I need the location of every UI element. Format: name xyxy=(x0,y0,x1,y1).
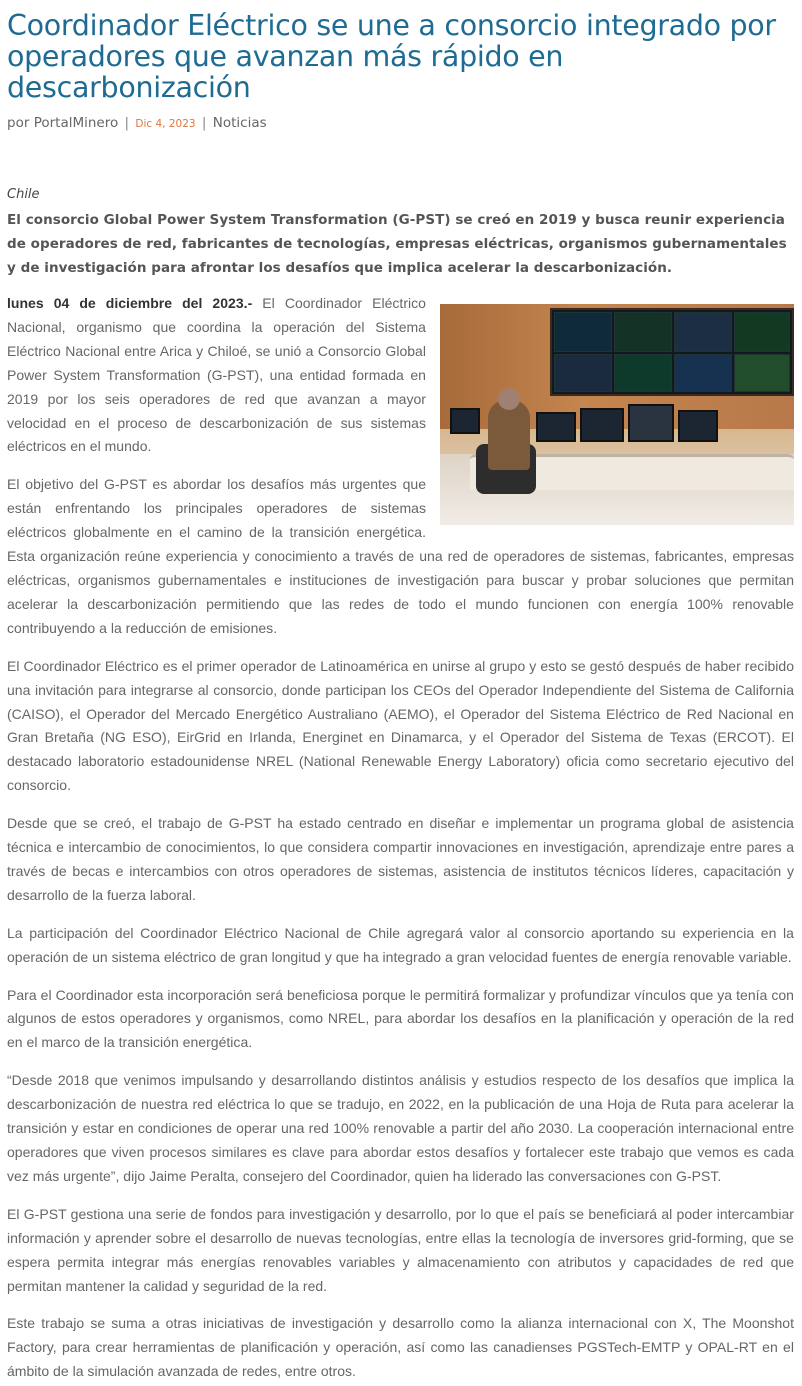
dateline: lunes 04 de diciembre del 2023.- xyxy=(7,295,253,311)
paragraph-5: La participación del Coordinador Eléctrico Nacional de Chile agregará valor al consorcio aportando su experiencia en la operación de un sistema eléctrico de gran longitud y que ha integrado a gran velocidad fuentes de energía renovable variable. xyxy=(7,924,794,965)
paragraph-4: Desde que se creó, el trabajo de G-PST ha estado centrado en diseñar e implementar un programa global de asistencia técnica e intercambio de conocimientos, lo que considera compartir innovaciones en investigación, aprendizaje entre pares a través de becas e intercambios con otros operadores de sistemas, asistencia de institutos técnicos líderes, capacitación y desarrollo de la fuerza laboral. xyxy=(7,815,794,903)
paragraph-3: El Coordinador Eléctrico es el primer operador de Latinoamérica en unirse al grupo y esto se gestó después de haber recibido una invitación para integrarse al consorcio, donde participan los CEOs del Operador Independiente del Sistema de California (CAISO), el Operador del Mercado Energético Australiano (AEMO), el Operador del Sistema Eléctrico de Red Nacional en Gran Bretaña (NG ESO), EirGrid en Irlanda, Energinet en Dinamarca, y el Operador del Sistema de Texas (ERCOT). El destacado laboratorio estadounidense NREL (National Renewable Energy Laboratory) oficia como secretario ejecutivo del consorcio. xyxy=(7,657,794,794)
article-meta xyxy=(7,115,794,133)
meta-separator: | xyxy=(201,115,207,131)
meta-separator: | xyxy=(124,115,130,131)
paragraph-6: Para el Coordinador esta incorporación será beneficiosa porque le permitirá formalizar y profundizar vínculos que ya tenía con algunos de estos operadores y organismos, como NREL, para abordar los desafíos en la planificación y operación de la red en el marco de la transición energética. xyxy=(7,986,794,1051)
publish-date: Dic 4, 2023 xyxy=(135,118,196,130)
paragraph-2: El objetivo del G-PST es abordar los desafíos más urgentes que están enfrentando los principales operadores de sistemas eléctricos globalmente en el camino de la transición energética. Esta organización reúne experiencia y conocimiento a través de una red de operadores de sistemas, fabricantes, empresas eléctricas, organismos gubernamentales e instituciones de investigación para buscar y probar soluciones que permitan acelerar la descarbonización permitiendo que las redes de todo el mundo funcionen con energía 100% renovable contribuyendo a la reducción de emisiones. xyxy=(7,476,794,636)
paragraph-8: El G-PST gestiona una serie de fondos para investigación y desarrollo, por lo que el país se beneficiará al poder intercambiar información y aprender sobre el desarrollo de nuevas tecnologías, entre ellas la tecnología de inversores grid-forming, que se espera permita integrar más energías renovables variables y almacenamiento con atributos y capacidades de red que permitan mantener la calidad y seguridad de la red. xyxy=(7,1205,794,1294)
photo-operator-head xyxy=(498,388,520,410)
meta-by: por xyxy=(7,115,30,131)
article-title: Coordinador Eléctrico se une a consorcio integrado por operadores que avanzan más rápido en descarbonización xyxy=(7,9,776,104)
control-room-photo xyxy=(440,304,794,525)
paragraph-9: Este trabajo se suma a otras iniciativas de investigación y desarrollo como la alianza internacional con X, The Moonshot Factory, para crear herramientas de planificación y operación, así como las canadienses PGSTech-EMTP y OPAL-RT en el ámbito de la simulación avanzada de redes, entre otros. xyxy=(7,1315,794,1380)
category-link[interactable]: Noticias xyxy=(212,115,267,131)
article-lead: El consorcio Global Power System Transformation (G-PST) se creó en 2019 y busca reunir experiencia de operadores de red, fabricantes de tecnologías, empresas eléctricas, organismos gubernamentales y de investigación para afrontar los desafíos que implica acelerar la descarbonización. xyxy=(7,212,787,276)
paragraph-7: “Desde 2018 que venimos impulsando y desarrollando distintos análisis y estudios respecto de los desafíos que implica la descarbonización de nuestra red eléctrica lo que se tradujo, en 2022, en la publicación de una Hoja de Ruta para acelerar la transición y estar en condiciones de operar una red 100% renovable a partir del año 2030. La cooperación internacional entre operadores que viven procesos similares es clave para abordar estos desafíos y fortalecer este trabajo que vemos es cada vez más urgente”, dijo Jaime Peralta, consejero del Coordinador, quien ha liderado las conversaciones con G-PST. xyxy=(7,1072,794,1184)
article-body xyxy=(7,292,794,1384)
region-label: Chile xyxy=(7,187,40,202)
photo-operator xyxy=(488,400,530,470)
photo-video-wall xyxy=(550,308,794,396)
paragraph-1: lunes 04 de diciembre del 2023.- El Coordinador Eléctrico Nacional, organismo que coordina la operación del Sistema Eléctrico Nacional entre Arica y Chiloé, se unió a Consorcio Global Power System Transformation (G-PST), una entidad formada en 2019 por los seis operadores de red que avanzan a mayor velocidad en el proceso de descarbonización de sus sistemas eléctricos en el mundo. xyxy=(7,295,426,455)
author-link[interactable]: PortalMinero xyxy=(33,115,119,131)
